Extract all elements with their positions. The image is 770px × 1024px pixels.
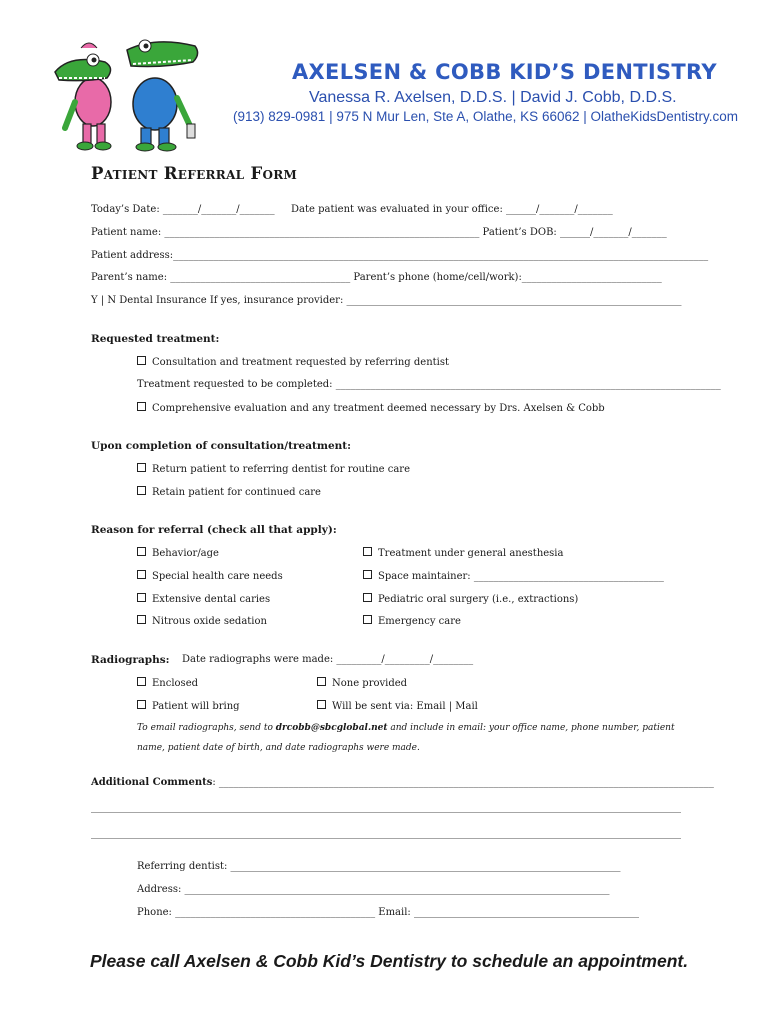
option-patient-will-bring[interactable]: Patient will bring (137, 700, 240, 712)
checkbox[interactable] (137, 402, 146, 411)
checkbox[interactable] (137, 356, 146, 365)
comments-line-2[interactable]: ______________________________________________________________________________________________________________________ (91, 802, 681, 813)
checkbox[interactable] (363, 615, 372, 624)
checkbox[interactable] (137, 700, 146, 709)
reason-right-3[interactable]: Emergency care (363, 615, 461, 627)
checkbox[interactable] (137, 547, 146, 556)
reason-right-2[interactable]: Pediatric oral surgery (i.e., extractions) (363, 593, 578, 605)
closing-message: Please call Axelsen & Cobb Kid’s Dentistry to schedule an appointment. (90, 951, 689, 971)
pink-gator-icon (55, 43, 111, 150)
option-return-patient[interactable]: Return patient to referring dentist for routine care (137, 463, 410, 475)
reason-left-2[interactable]: Extensive dental caries (137, 593, 270, 605)
blue-gator-icon (127, 40, 198, 151)
evaluation-date-field[interactable]: Date patient was evaluated in your office: ______/_______/_______ (291, 204, 613, 215)
checkbox[interactable] (317, 700, 326, 709)
email-instructions: To email radiographs, send to drcobb@sbcglobal.net and include in email: your office name, phone number, patient (137, 723, 675, 733)
referrer-address-field[interactable]: Address: _____________________________________________________________________________________ (137, 884, 610, 895)
checkbox[interactable] (363, 593, 372, 602)
referrer-phone-email-field[interactable]: Phone: ________________________________________ Email: _____________________________________________ (137, 907, 639, 918)
reason-right-0[interactable]: Treatment under general anesthesia (363, 547, 563, 559)
todays-date-field[interactable]: Today’s Date: _______/_______/_______ (91, 204, 275, 215)
option-will-be-sent[interactable]: Will be sent via: Email | Mail (317, 700, 478, 712)
patient-name-field[interactable]: Patient name: _______________________________________________________________ Patient’s DOB: ______/_______/_______ (91, 227, 667, 238)
treatment-requested-field[interactable]: Treatment requested to be completed: _____________________________________________________________________________ (137, 379, 721, 390)
comments-line-3[interactable]: ______________________________________________________________________________________________________________________ (91, 828, 681, 839)
checkbox[interactable] (137, 615, 146, 624)
reason-left-3[interactable]: Nitrous oxide sedation (137, 615, 267, 627)
option-comprehensive[interactable]: Comprehensive evaluation and any treatment deemed necessary by Drs. Axelsen & Cobb (137, 402, 605, 414)
additional-comments-field[interactable]: Additional Comments: ___________________________________________________________________________________________________ (91, 777, 714, 788)
clinic-contact: (913) 829-0981 | 975 N Mur Len, Ste A, Olathe, KS 66062 | OlatheKidsDentistry.com (233, 109, 739, 124)
alligator-mascots-logo (45, 32, 205, 152)
reason-heading: Reason for referral (check all that apply): (91, 524, 337, 536)
additional-comments-heading: Additional Comments (91, 777, 213, 788)
reason-left-0[interactable]: Behavior/age (137, 547, 219, 559)
reason-left-1[interactable]: Special health care needs (137, 570, 283, 582)
form-title: Patient Referral Form (91, 164, 298, 183)
referring-dentist-field[interactable]: Referring dentist: ______________________________________________________________________________ (137, 861, 621, 872)
radiographs-heading: Radiographs: (91, 654, 170, 666)
option-retain-patient[interactable]: Retain patient for continued care (137, 486, 321, 498)
requested-treatment-heading: Requested treatment: (91, 333, 220, 345)
option-none-provided[interactable]: None provided (317, 677, 407, 689)
checkbox[interactable] (137, 463, 146, 472)
reason-right-1[interactable]: Space maintainer: ______________________________________ (363, 570, 664, 582)
completion-heading: Upon completion of consultation/treatment: (91, 440, 352, 452)
email-link[interactable]: drcobb@sbcglobal.net (275, 723, 388, 733)
checkbox[interactable] (137, 593, 146, 602)
checkbox[interactable] (137, 677, 146, 686)
insurance-field[interactable]: Y | N Dental Insurance If yes, insurance provider: ___________________________________________________________________ (91, 295, 682, 306)
checkbox[interactable] (363, 570, 372, 579)
parent-name-field[interactable]: Parent’s name: ____________________________________ Parent’s phone (home/cell/work):____________________________ (91, 272, 662, 283)
radiograph-date-field[interactable]: Date radiographs were made: _________/_________/________ (182, 654, 474, 665)
option-consultation[interactable]: Consultation and treatment requested by referring dentist (137, 356, 449, 368)
checkbox[interactable] (317, 677, 326, 686)
checkbox[interactable] (137, 570, 146, 579)
checkbox[interactable] (137, 486, 146, 495)
doctor-names: Vanessa R. Axelsen, D.D.S. | David J. Cobb, D.D.S. (309, 89, 677, 106)
checkbox[interactable] (363, 547, 372, 556)
email-instructions-line2: name, patient date of birth, and date radiographs were made. (137, 743, 420, 753)
patient-address-field[interactable]: Patient address:___________________________________________________________________________________________________________ (91, 250, 709, 261)
option-enclosed[interactable]: Enclosed (137, 677, 198, 689)
clinic-name: AXELSEN & COBB KID’S DENTISTRY (292, 60, 717, 84)
